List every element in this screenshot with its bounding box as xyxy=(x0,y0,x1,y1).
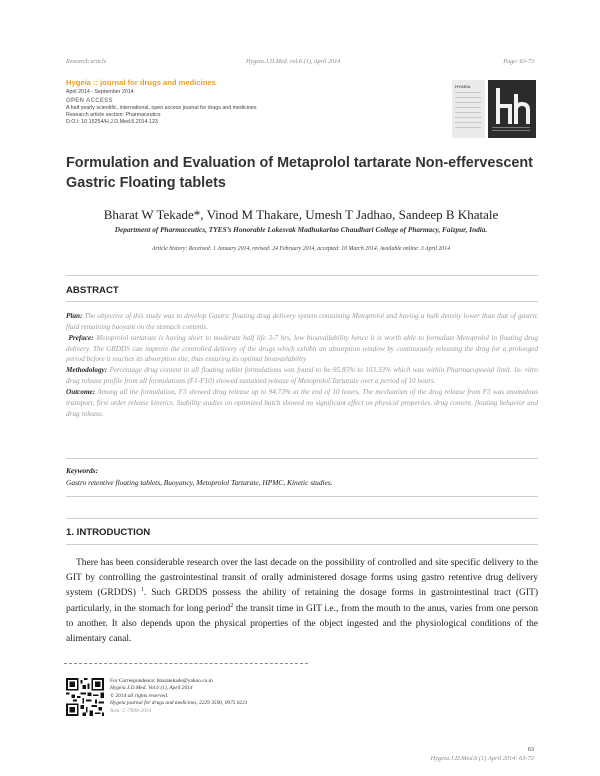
journal-info xyxy=(66,78,396,126)
intro-text-b: . Such GRDDS possess the ability of retaining the dosage forms in gastrointestinal tract (GIT) particularly, in the stomach for long period xyxy=(66,588,538,614)
article-type-label: Research article xyxy=(66,58,107,65)
running-header xyxy=(66,58,534,70)
preface-text: Metoprolol tartarate is having short to moderate half life 3-7 hrs, low bioavailability hence it is worth able to formulate Metoprolol in floating drug delivery. The GRDDS can improve the controlled delivery of the drugs which exhibit an absorption window by continuously releasing the drug for a prolonged period before it reaches its absorption site, thus ensuring its optimal bioavailability xyxy=(66,333,539,364)
journal-issn: Hygeia journal for drugs and medicines, 2229 3590, 0975 6221 xyxy=(110,700,248,707)
abstract-preface xyxy=(66,333,538,365)
journal-dates: April 2014 - September 2014 xyxy=(66,89,134,95)
qr-code-icon xyxy=(66,678,104,716)
abstract-body xyxy=(66,311,538,420)
article-history: Article history: Received: 1 January 2014, revised: 24 February 2014, accepted: 10 March 2014, Available online: 3 April 2014 xyxy=(152,246,450,252)
keywords-text: Gastro retentive floating tablets, Buoyancy, Metoprolol Tartarate, HPMC, Kinetic studies. xyxy=(66,478,333,487)
divider-keywords xyxy=(66,458,538,459)
journal-reference: Hygeia.J.D.Med. Vol.6 (1), April 2014 xyxy=(110,685,193,692)
page-number: 63 xyxy=(527,746,534,753)
outcome-label: Outcome: xyxy=(66,388,96,397)
plan-label: Plan: xyxy=(66,312,83,320)
correspondence-email: For Correspondence: bharatekade@yahoo.co.in xyxy=(110,678,213,684)
divider-top xyxy=(66,275,538,276)
cover-right-panel xyxy=(488,80,536,138)
article-authors: Bharat W Tekade*, Vinod M Thakare, Umesh T Jadhao, Sandeep B Khatale xyxy=(103,207,499,222)
doi: D.O.I: 10.15254/H.J.D.Med.6.2014.123 xyxy=(66,119,158,125)
author-affiliation: Department of Pharmaceutics, TYES’s Honorable Lokesvak Madhukarlao Chaudhari College of Pharmacy, Faizpur, India. xyxy=(114,225,488,234)
reference-1[interactable]: 1 xyxy=(140,587,144,594)
intro-text-c: the transit time in GIT i.e., from the mouth to the anus, varies from one person to another. It also depends upon the physical properties of the object ingested and the physiological conditions of the alimentary canal. xyxy=(66,603,538,645)
methodology-text: Percentage drug content in all floating tablet formulations was found to be 95.85% to 103.33% which was within Pharmacopoeial limit. In- vitro drug release profile from all formulations (F1-F10) showed sustained release of Metoprolol Tartarate over a period of 10 hours. xyxy=(66,366,538,386)
journal-description: A half yearly scientific, international, open access journal for drugs and medicines xyxy=(66,105,257,111)
journal-cover-image xyxy=(452,80,536,138)
abstract-heading: ABSTRACT xyxy=(66,285,119,296)
article-section: Research article section: Pharmaceutics xyxy=(66,112,161,118)
reference-2[interactable]: 2 xyxy=(230,602,234,609)
journal-volume-label: Hygeia.J.D.Med. vol.6 (1), April 2014 xyxy=(246,58,341,65)
abstract-outcome xyxy=(66,387,538,419)
preface-label: Preface: xyxy=(68,333,94,342)
article-title: Formulation and Evaluation of Metaprolol tartarate Non-effervescent Gastric Floating tablets xyxy=(66,155,533,191)
cover-text-lines xyxy=(455,92,481,132)
introduction-heading: 1. INTRODUCTION xyxy=(66,527,151,538)
journal-name: Hygeia :: journal for drugs and medicines xyxy=(66,78,216,87)
footer-citation: Hygeia.J.D.Med.6 (1) April 2014: 63-73 xyxy=(430,755,534,762)
correspondence-block xyxy=(110,678,248,715)
divider-intro-end xyxy=(66,544,538,545)
footnote-divider xyxy=(64,663,308,664)
methodology-label: Methodology: xyxy=(66,366,108,375)
outcome-text: Among all the formulation, F3 showed drug release up to 94.73% at the end of 10 hours. The mechanism of the drug release from F3 was anomalous transport, first order release kinetics. Stability studies on optimized batch showed no significant effect on physical properties, drug content, floating behavior and drug release. xyxy=(66,388,538,418)
divider-keywords-end xyxy=(66,496,538,497)
divider-abstract xyxy=(66,301,538,302)
copyright-notice: © 2014 all rights reserved. xyxy=(110,692,169,699)
cover-left-title: HYGEIA xyxy=(455,84,471,89)
page-range-label: Page: 63-73 xyxy=(503,58,534,65)
keywords-label: Keywords: xyxy=(66,466,99,475)
abstract-plan xyxy=(66,311,538,333)
plan-text: The objective of this study was to develop Gastric floating drug delivery system containing Metoprolol and having a bulk density lower than that of gastric fluid remaining buoyant on the stomach contents. xyxy=(66,312,538,331)
intro-text-a: There has been considerable research over the last decade on the possibility of controlled and site specific delivery to the GIT by controlling the gastrointestinal transit of orally administered dosage forms using gastro retentive drug delivery system (GRDDS) xyxy=(66,558,538,599)
cover-left-panel xyxy=(452,80,485,138)
introduction-paragraph xyxy=(66,556,538,647)
abstract-methodology xyxy=(66,365,538,387)
divider-intro xyxy=(66,518,538,519)
open-access-label: OPEN ACCESS xyxy=(66,98,113,104)
risk-id: Risk: C-7999-2014 xyxy=(110,707,152,714)
cover-footer-lines xyxy=(492,127,530,133)
